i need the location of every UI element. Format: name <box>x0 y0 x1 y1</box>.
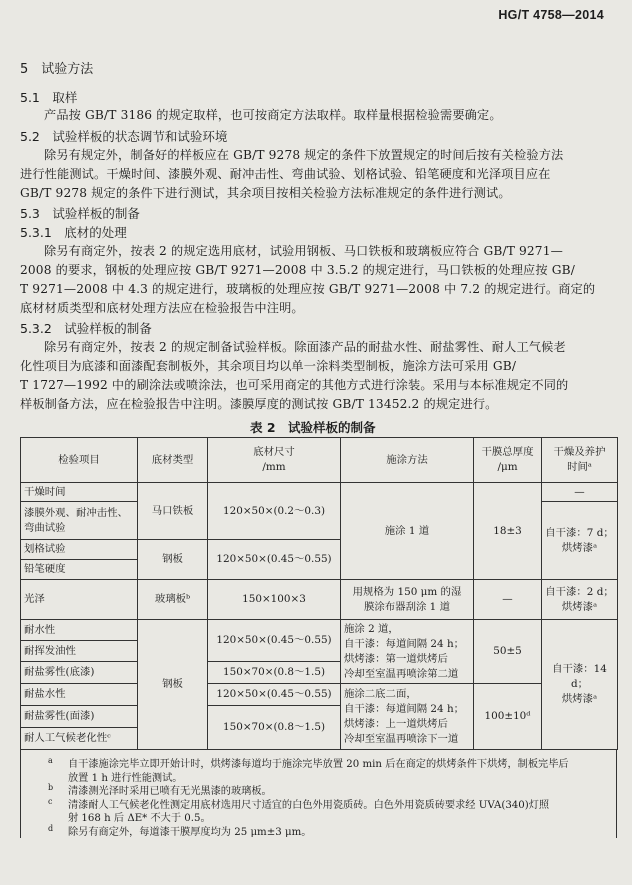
item-cell: 耐盐雾性(面漆) <box>21 706 138 728</box>
section-5-3-1-line2: 2008 的要求，钢板的处理应按 GB/T 9271—2008 中 3.5.2 的规定进行，马口铁板的处理应按 GB/ <box>20 263 576 277</box>
item-cell: 耐盐水性 <box>21 684 138 706</box>
section-5-3-2-line4: 样板制备方法，应在检验报告中注明。漆膜厚度的测试按 GB/T 13452.2 的规定进行。 <box>20 397 498 411</box>
item-cell: 耐水性 <box>21 620 138 641</box>
dry-time-cell: 自干漆：14 d； 烘烤漆ᵃ <box>542 620 618 750</box>
table-header-row <box>21 438 618 483</box>
section-5-3-2-line3: T 1727—1992 中的刷涂法或喷涂法，也可采用商定的其他方式进行涂装。采用与本标准规定不同的 <box>20 378 569 392</box>
table-row <box>21 483 618 502</box>
section-5-3-1-line1: 除另有商定外，按表 2 的规定选用底材，试验用钢板、马口铁板和玻璃板应符合 GB/T 9271— <box>44 244 563 258</box>
header-substrate-size: 底材尺寸 /mm <box>208 438 341 483</box>
footnote-c-line1: 清漆耐人工气候老化性测定用底材选用尺寸适宜的白色外用瓷质砖。白色外用瓷质砖要求经 UVA(340)灯照 <box>68 799 550 811</box>
item-cell: 耐盐雾性(底漆) <box>21 662 138 684</box>
substrate-size-cell: 120×50×(0.45～0.55) <box>208 540 341 580</box>
footnote-a-line2: 放置 1 h 进行性能测试。 <box>68 772 183 784</box>
substrate-type-cell: 玻璃板ᵇ <box>138 580 208 620</box>
substrate-type-cell: 钢板 <box>138 620 208 750</box>
footnote-c-line2: 射 168 h 后 ΔE* 不大于 0.5。 <box>68 813 211 824</box>
dry-time-cell: — <box>542 483 618 502</box>
item-cell: 光泽 <box>21 580 138 620</box>
section-5-title: 5 试验方法 <box>20 62 94 77</box>
section-5-2-title: 5.2 试验样板的状态调节和试验环境 <box>20 129 228 144</box>
section-5-2-line3: GB/T 9278 规定的条件下进行测试，其余项目按相关检验方法标准规定的条件进行测试。 <box>20 186 511 200</box>
item-cell: 铅笔硬度 <box>21 560 138 580</box>
table-row <box>21 620 618 641</box>
section-5-3-2-line2: 化性项目为底漆和面漆配套制板外，其余项目均以单一涂料类型制板，施涂方法可采用 GB/ <box>20 359 517 373</box>
item-cell: 干燥时间 <box>21 483 138 502</box>
table-row <box>21 684 618 706</box>
section-5-3-1-title: 5.3.1 底材的处理 <box>20 225 127 240</box>
section-5-1-text: 产品按 GB/T 3186 的规定取样，也可按商定方法取样。取样量根据检验需要确定。 <box>44 108 502 122</box>
footnote-a-mark: a <box>48 756 53 765</box>
thickness-cell: 100±10ᵈ <box>474 684 542 750</box>
substrate-type-cell: 钢板 <box>138 540 208 580</box>
method-cell: 用规格为 150 μm 的湿 膜涂布器刮涂 1 道 <box>341 580 474 620</box>
header-method: 施涂方法 <box>341 438 474 483</box>
section-5-3-1-line4: 底材材质类型和底材处理方法应在检验报告中注明。 <box>20 301 304 315</box>
footnote-d-line1: 除另有商定外，每道漆干膜厚度均为 25 μm±3 μm。 <box>68 826 312 838</box>
substrate-size-cell: 120×50×(0.45～0.55) <box>208 684 341 706</box>
substrate-size-cell: 150×100×3 <box>208 580 341 620</box>
item-cell: 漆膜外观、耐冲击性、弯曲试验 <box>21 502 138 540</box>
method-cell: 施涂二底二面， 自干漆：每道间隔 24 h； 烘烤漆：上一道烘烤后 冷却至室温再喷涂下一道 <box>341 684 474 750</box>
footnote-a-line1: 自干漆施涂完毕立即开始计时，烘烤漆每道均于施涂完毕放置 20 min 后在商定的烘烤条件下烘烤，制板完毕后 <box>68 759 569 770</box>
substrate-type-cell: 马口铁板 <box>138 483 208 540</box>
footnote-d-mark: d <box>48 823 54 833</box>
section-5-3-2-line1: 除另有商定外，按表 2 的规定制备试验样板。除面漆产品的耐盐水性、耐盐雾性、耐人工气候老 <box>44 340 566 354</box>
item-cell: 耐挥发油性 <box>21 641 138 662</box>
thickness-cell: — <box>474 580 542 620</box>
method-cell: 施涂 2 道， 自干漆：每道间隔 24 h； 烘烤漆：第一道烘烤后 冷却至室温再喷涂第二道 <box>341 620 474 684</box>
dry-time-cell: 自干漆：7 d； 烘烤漆ᵃ <box>542 502 618 580</box>
section-5-3-title: 5.3 试验样板的制备 <box>20 206 140 221</box>
header-substrate-type: 底材类型 <box>138 438 208 483</box>
footnote-b-line1: 清漆测光泽时采用已喷有无光黑漆的玻璃板。 <box>68 786 272 797</box>
section-5-3-1-line3: T 9271—2008 中 4.3 的规定进行，玻璃板的处理应按 GB/T 9271—2008 中 7.2 的规定进行。商定的 <box>20 282 596 296</box>
substrate-size-cell: 150×70×(0.8～1.5) <box>208 706 341 750</box>
thickness-cell: 18±3 <box>474 483 542 580</box>
substrate-size-cell: 150×70×(0.8～1.5) <box>208 662 341 684</box>
section-5-2-line1: 除另有规定外，制备好的样板应在 GB/T 9278 规定的条件下放置规定的时间后按有关检验方法 <box>44 148 564 162</box>
substrate-size-cell: 120×50×(0.45～0.55) <box>208 620 341 662</box>
item-cell: 划格试验 <box>21 540 138 560</box>
header-dry-time: 干燥及养护 时间ᵃ <box>542 438 618 483</box>
section-5-3-2-title: 5.3.2 试验样板的制备 <box>20 321 152 336</box>
table-caption: 表 2 试验样板的制备 <box>250 420 376 435</box>
method-cell: 施涂 1 道 <box>341 483 474 580</box>
footnote-c-mark: c <box>48 796 53 806</box>
table-row <box>21 580 618 620</box>
header-thickness: 干膜总厚度 /μm <box>474 438 542 483</box>
header-item: 检验项目 <box>21 438 138 483</box>
item-cell: 耐人工气候老化性ᶜ <box>21 728 138 750</box>
sample-prep-table <box>20 437 618 750</box>
standard-code: HG/T 4758—2014 <box>498 8 604 22</box>
section-5-2-line2: 进行性能测试。干燥时间、漆膜外观、耐冲击性、弯曲试验、划格试验、铅笔硬度和光泽项目应在 <box>20 167 551 181</box>
thickness-cell: 50±5 <box>474 620 542 684</box>
substrate-size-cell: 120×50×(0.2～0.3) <box>208 483 341 540</box>
dry-time-cell: 自干漆：2 d； 烘烤漆ᵃ <box>542 580 618 620</box>
section-5-1-title: 5.1 取样 <box>20 90 78 105</box>
footnote-b-mark: b <box>48 783 54 792</box>
